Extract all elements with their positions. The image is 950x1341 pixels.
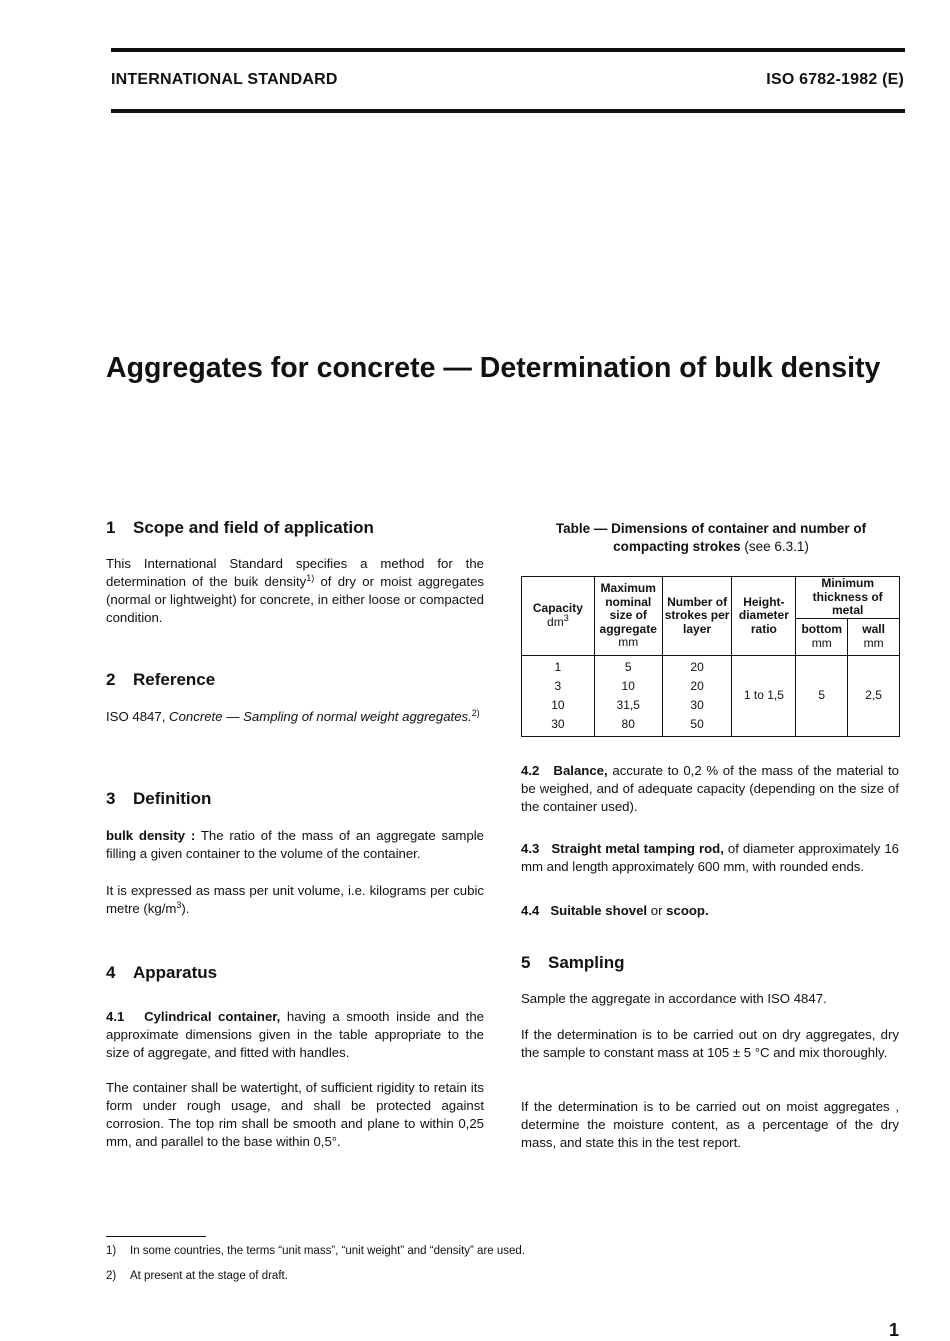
- header-thickness: Minimum thickness of metal: [796, 577, 900, 619]
- footnote-rule: [106, 1236, 206, 1237]
- header-standard-label: INTERNATIONAL STANDARD: [111, 71, 338, 88]
- section-4-heading: [106, 963, 484, 983]
- section-1-title: Scope and field of application: [133, 518, 374, 537]
- clause-4-1: [106, 1008, 484, 1062]
- strokes-column: [662, 655, 732, 736]
- table-cell: 20: [690, 659, 704, 674]
- definition-body: The ratio of the mass of an aggregate sample filling a given container to the volume of the container.: [106, 828, 484, 861]
- section-5-number: 5: [521, 953, 531, 972]
- clause-4-1-paragraph-2: The container shall be watertight, of sufficient rigidity to retain its form under rough usage, and shall be protected against corrosion. The top rim shall be smooth and plane to within 0,25 mm, and parallel to the base within 0,5°.: [106, 1080, 484, 1149]
- clause-4-2-body: accurate to 0,2 % of the mass of the material to be weighed, and of adequate capacity (depending on the size of the container used).: [521, 763, 899, 814]
- section-1-text: [106, 555, 484, 627]
- header-bottom-label: bottom: [801, 622, 843, 636]
- clause-4-2: [521, 762, 899, 816]
- header-max-size: [594, 577, 662, 656]
- reference-iso: ISO 4847,: [106, 709, 170, 724]
- clause-4-4-or: or: [647, 903, 667, 918]
- capacity-column: [522, 655, 595, 736]
- footnote-2-text: At present at the stage of draft.: [130, 1270, 288, 1282]
- table-caption-ref: (see 6.3.1): [740, 539, 809, 554]
- table-cell: 3: [554, 678, 562, 693]
- section-1-text-b: of dry or moist aggregates (normal or lightweight) for concrete, in either loose or compacted condition.: [106, 574, 484, 625]
- header-capacity-unit-sup: 3: [563, 612, 569, 623]
- section-3-number: 3: [106, 789, 116, 808]
- page-number: 1: [889, 1320, 900, 1340]
- wall-cell: 2,5: [848, 655, 900, 736]
- definition-units-a: It is expressed as mass per unit volume, i.e. kilograms per cubic metre (kg/m: [106, 883, 484, 916]
- header-bottom: [796, 618, 848, 655]
- footnote-1-text: In some countries, the terms “unit mass”, “unit weight” and “density” are used.: [130, 1245, 525, 1257]
- bottom-cell: 5: [796, 655, 848, 736]
- header-max-size-unit: mm: [618, 635, 639, 649]
- table-caption-bold: Table — Dimensions of container and number of compacting strokes: [555, 521, 867, 554]
- container-dimensions-table: [521, 576, 900, 737]
- header-wall: [848, 618, 900, 655]
- definition-units-text: [106, 882, 484, 918]
- header-capacity-unit: dm: [547, 614, 564, 629]
- section-1-heading: [106, 518, 484, 538]
- definition-units-sup: 3: [176, 900, 182, 910]
- section-5-heading: [521, 953, 899, 973]
- footnote-2: [106, 1270, 288, 1282]
- clause-4-2-term: Balance,: [553, 763, 608, 778]
- definition-text: [106, 827, 484, 863]
- clause-4-1-term: Cylindrical container,: [144, 1009, 281, 1024]
- section-4-number: 4: [106, 963, 116, 982]
- table-cell: 5: [624, 659, 632, 674]
- table-cell: 1: [554, 659, 562, 674]
- section-2-heading: [106, 670, 484, 690]
- clause-4-3-body: of diameter approximately 16 mm and length approximately 600 mm, with rounded ends.: [521, 841, 900, 874]
- clause-4-3-number: 4.3: [521, 841, 540, 856]
- section-1-text-a: This International Standard specifies a method for the determination of the buik density: [106, 556, 484, 589]
- section-3-heading: [106, 789, 484, 809]
- header-ratio: Height-diameter ratio: [732, 577, 796, 656]
- header-wall-label: wall: [862, 622, 885, 636]
- footnote-1-mark: 1): [106, 1245, 117, 1257]
- clause-4-1-number: 4.1: [106, 1009, 125, 1024]
- clause-4-4-term: Suitable shovel: [550, 903, 648, 918]
- definition-term: bulk density :: [106, 828, 196, 843]
- table-cell: 20: [690, 678, 704, 693]
- table-caption: [521, 520, 901, 556]
- table-cell: 80: [621, 716, 635, 731]
- clause-4-1-body: having a smooth inside and the approximate dimensions given in the table appropriate to the size of aggregate, and fitted with handles.: [106, 1009, 485, 1060]
- clause-4-3: [521, 840, 899, 876]
- section-5-title: Sampling: [548, 953, 625, 972]
- section-5-paragraph-2: If the determination is to be carried out on dry aggregates, dry the sample to constant mass at 105 ± 5 °C and mix thoroughly.: [521, 1027, 899, 1060]
- table-cell: 30: [690, 697, 704, 712]
- table-cell: 10: [621, 678, 635, 693]
- header-bottom-unit: mm: [811, 635, 832, 650]
- footnote-2-mark: 2): [106, 1270, 117, 1282]
- clause-4-4-term-2: scoop.: [666, 903, 709, 918]
- clause-4-2-number: 4.2: [521, 763, 540, 778]
- footnote-ref-1: 1): [306, 573, 315, 583]
- header-wall-unit: mm: [863, 635, 884, 650]
- section-3-title: Definition: [133, 789, 212, 808]
- table-cell: 50: [690, 716, 704, 731]
- reference-title: Concrete — Sampling of normal weight aggregates.: [169, 709, 472, 724]
- header-top-rule: [111, 48, 905, 52]
- definition-units-b: ).: [181, 901, 190, 916]
- section-4-title: Apparatus: [133, 963, 218, 982]
- section-2-number: 2: [106, 670, 116, 689]
- ratio-cell: 1 to 1,5: [732, 655, 796, 736]
- section-5-paragraph-1: Sample the aggregate in accordance with ISO 4847.: [521, 991, 827, 1006]
- section-5-paragraph-3: If the determination is to be carried out on moist aggregates , determine the moisture content, as a percentage of the dry mass, and state this in the test report.: [521, 1099, 899, 1150]
- clause-4-3-term: Straight metal tamping rod,: [551, 841, 724, 856]
- size-column: [594, 655, 662, 736]
- header-max-size-label: Maximum nominal size of aggregate: [599, 581, 657, 636]
- section-2-title: Reference: [133, 670, 216, 689]
- clause-4-4: [521, 902, 899, 920]
- header-strokes: Number of strokes per layer: [662, 577, 732, 656]
- header-document-number: ISO 6782-1982 (E): [766, 71, 904, 88]
- header-capacity: [522, 577, 595, 656]
- table-cell: 31,5: [616, 697, 640, 712]
- header-bottom-rule: [111, 109, 905, 113]
- section-1-number: 1: [106, 518, 116, 537]
- table-cell: 30: [551, 716, 565, 731]
- section-2-text: [106, 708, 484, 726]
- header-capacity-label: Capacity: [532, 601, 583, 616]
- footnote-1: [106, 1245, 525, 1257]
- footnote-ref-2: 2): [471, 708, 480, 718]
- document-title: Aggregates for concrete — Determination of bulk density: [106, 352, 881, 384]
- clause-4-4-number: 4.4: [521, 903, 540, 918]
- table-cell: 10: [551, 697, 565, 712]
